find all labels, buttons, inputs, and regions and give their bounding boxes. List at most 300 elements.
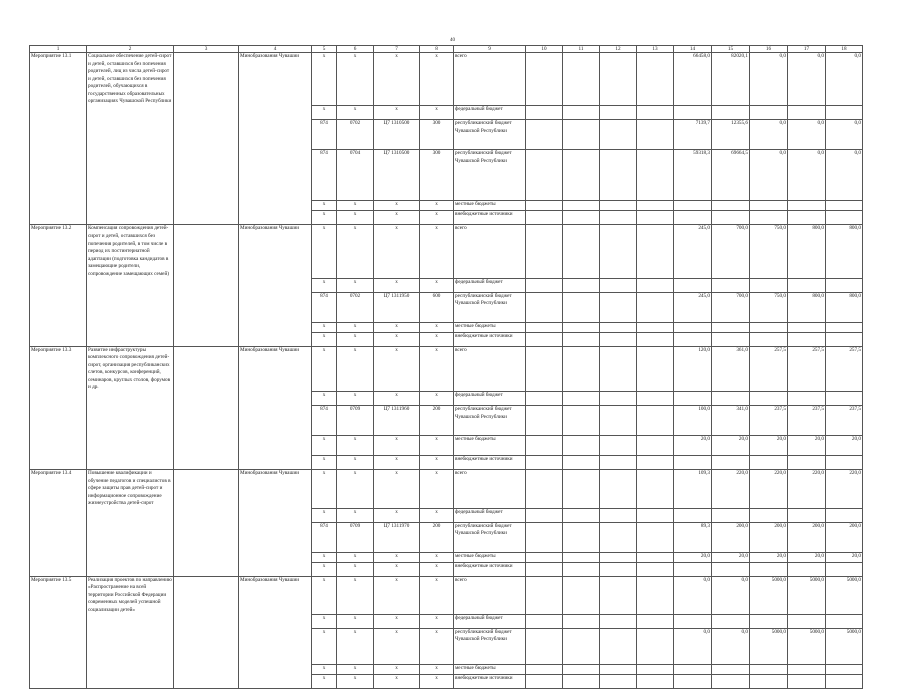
table-row [30,562,863,576]
empty-cell [174,406,239,436]
value-cell: 0,0 [712,628,750,664]
value-cell [750,664,788,674]
code-grbs-cell: 874 [312,150,337,201]
code-section-cell: 0709 [337,522,374,552]
empty-cell [563,664,600,674]
code-grbs-cell: х [312,436,337,456]
empty-cell [637,332,674,346]
table-row [30,150,863,201]
empty-cell [563,106,600,120]
empty-cell [600,211,637,225]
empty-cell [526,456,563,470]
value-cell: 0,0 [750,53,788,106]
funding-source-cell: местные бюджеты [454,322,526,332]
empty-cell [526,614,563,628]
value-cell: 750,0 [750,225,788,278]
empty-cell [563,628,600,664]
empty-cell [600,346,637,392]
measure-name-cell: Мероприятие 13.4 [30,470,87,508]
empty-cell [637,225,674,278]
value-cell: 200,0 [788,522,826,552]
table-row [30,106,863,120]
code-target-cell: х [374,614,420,628]
value-cell [750,278,788,292]
empty-cell [563,508,600,522]
value-cell [674,322,712,332]
measure-name-cell [30,674,87,688]
value-cell [826,674,863,688]
value-cell: 800,0 [826,225,863,278]
code-target-cell: Ц7 1310500 [374,150,420,201]
funding-source-cell: федеральный бюджет [454,614,526,628]
measure-name-cell [30,278,87,292]
value-cell: 220,0 [826,470,863,508]
measure-description-cell [87,120,174,150]
empty-cell [563,53,600,106]
measure-name-cell [30,332,87,346]
header-cell: 7 [374,46,420,53]
value-cell [712,201,750,211]
executor-cell [239,106,312,120]
executor-cell [239,322,312,332]
empty-cell [637,628,674,664]
funding-source-cell: федеральный бюджет [454,278,526,292]
empty-cell [174,508,239,522]
executor-cell [239,674,312,688]
executor-cell [239,150,312,201]
empty-cell [563,674,600,688]
empty-cell [174,150,239,201]
value-cell: 0,0 [788,150,826,201]
value-cell: 245,0 [674,292,712,322]
value-cell [750,332,788,346]
empty-cell [174,225,239,278]
funding-source-cell: федеральный бюджет [454,508,526,522]
funding-source-cell: всего [454,576,526,614]
code-expense-cell: х [420,332,454,346]
code-expense-cell: х [420,346,454,392]
measure-description-cell: Реализация проектов по направлению «Распространение на всей территории Российской Федерации современных моделей успешной социализации детей» [88,576,172,613]
code-target-cell: х [374,552,420,562]
value-cell: 5000,0 [750,576,788,614]
funding-source-cell: внебюджетные источники [454,562,526,576]
value-cell: 750,0 [750,292,788,322]
executor-cell [239,201,312,211]
code-grbs-cell: 874 [312,120,337,150]
empty-cell [563,522,600,552]
code-section-cell: х [337,576,374,614]
funding-source-cell: внебюджетные источники [454,674,526,688]
header-cell: 5 [312,46,337,53]
empty-cell [600,53,637,106]
value-cell: 200,0 [750,522,788,552]
value-cell: 0,0 [750,150,788,201]
empty-cell [600,664,637,674]
code-section-cell: х [337,201,374,211]
empty-cell [174,53,239,106]
value-cell [826,278,863,292]
empty-cell [526,292,563,322]
value-cell: 220,0 [750,470,788,508]
empty-cell [563,201,600,211]
executor-cell: Минобразования Чувашии [239,346,312,392]
empty-cell [174,436,239,456]
code-expense-cell: х [420,562,454,576]
measure-name-cell: Мероприятие 13.2 [30,225,87,278]
empty-cell [526,508,563,522]
header-cell: 3 [174,46,239,53]
value-cell: 82020,1 [712,53,750,106]
empty-cell [637,150,674,201]
value-cell [826,106,863,120]
code-target-cell: Ц7 1310500 [374,120,420,150]
empty-cell [563,278,600,292]
code-target-cell: х [374,201,420,211]
empty-cell [600,332,637,346]
executor-cell [239,211,312,225]
empty-cell [600,225,637,278]
code-target-cell: х [374,628,420,664]
empty-cell [526,120,563,150]
code-section-cell: х [337,508,374,522]
code-grbs-cell: х [312,346,337,392]
empty-cell [637,436,674,456]
value-cell: 59318,3 [674,150,712,201]
empty-cell [563,614,600,628]
value-cell: 20,0 [674,436,712,456]
value-cell [674,456,712,470]
empty-cell [563,470,600,508]
code-target-cell: х [374,674,420,688]
table-row [30,392,863,406]
value-cell [712,674,750,688]
empty-cell [600,456,637,470]
code-expense-cell: х [420,614,454,628]
empty-cell [526,552,563,562]
value-cell [826,201,863,211]
empty-cell [563,225,600,278]
empty-cell [174,576,239,614]
value-cell: 0,0 [674,576,712,614]
measure-name-cell [30,322,87,332]
financing-table [29,45,863,689]
code-section-cell: х [337,53,374,106]
empty-cell [563,211,600,225]
empty-cell [174,664,239,674]
code-target-cell: х [374,211,420,225]
executor-cell [239,628,312,664]
code-expense-cell: х [420,456,454,470]
executor-cell [239,522,312,552]
header-cell: 15 [712,46,750,53]
empty-cell [600,576,637,614]
empty-cell [563,332,600,346]
funding-source-cell: республиканский бюджет Чувашской Республики [454,406,526,436]
value-cell: 12355,6 [712,120,750,150]
measure-description-cell [87,278,174,292]
funding-source-cell: местные бюджеты [454,552,526,562]
funding-source-cell: местные бюджеты [454,436,526,456]
code-target-cell: х [374,456,420,470]
empty-cell [563,456,600,470]
empty-cell [526,150,563,201]
empty-cell [174,292,239,322]
table-row [30,292,863,322]
value-cell [788,562,826,576]
measure-name-cell [30,150,87,201]
value-cell [826,322,863,332]
code-grbs-cell: х [312,552,337,562]
empty-cell [637,562,674,576]
table-row [30,225,863,278]
value-cell: 237,5 [826,406,863,436]
table-row [30,436,863,456]
executor-cell [239,562,312,576]
empty-cell [526,346,563,392]
value-cell: 0,0 [712,576,750,614]
value-cell: 200,0 [712,522,750,552]
value-cell [750,106,788,120]
code-grbs-cell: х [312,576,337,614]
value-cell [826,614,863,628]
measure-name-cell [30,456,87,470]
measure-name-cell [30,436,87,456]
table-row [30,322,863,332]
empty-cell [174,522,239,552]
value-cell: 0,0 [674,628,712,664]
value-cell: 109,3 [674,470,712,508]
code-target-cell: х [374,576,420,614]
funding-source-cell: республиканский бюджет Чувашской Республики [454,150,526,201]
measure-description-cell [87,201,174,211]
code-target-cell: Ц7 1311960 [374,406,420,436]
code-section-cell: х [337,346,374,392]
empty-cell [174,674,239,688]
measure-name-cell [30,201,87,211]
value-cell [712,508,750,522]
measure-name-cell [30,292,87,322]
empty-cell [637,392,674,406]
code-section-cell: х [337,664,374,674]
empty-cell [600,522,637,552]
empty-cell [174,614,239,628]
empty-cell [174,278,239,292]
measure-description-cell [87,406,174,436]
value-cell [788,392,826,406]
code-section-cell: х [337,392,374,406]
table-row [30,576,863,614]
code-expense-cell: 300 [420,120,454,150]
value-cell: 257,5 [826,346,863,392]
code-target-cell: х [374,332,420,346]
value-cell [674,332,712,346]
funding-source-cell: республиканский бюджет Чувашской Республики [454,628,526,664]
executor-cell [239,664,312,674]
value-cell: 0,0 [788,53,826,106]
empty-cell [600,628,637,664]
table-row [30,120,863,150]
code-grbs-cell: 874 [312,292,337,322]
code-section-cell: х [337,562,374,576]
code-section-cell: х [337,278,374,292]
empty-cell [637,322,674,332]
header-cell: 8 [420,46,454,53]
empty-cell [174,120,239,150]
code-section-cell: 0702 [337,292,374,322]
code-grbs-cell: х [312,664,337,674]
funding-source-cell: местные бюджеты [454,201,526,211]
header-cell: 12 [600,46,637,53]
value-cell [750,322,788,332]
code-expense-cell: х [420,53,454,106]
value-cell: 700,0 [712,292,750,322]
empty-cell [174,346,239,392]
executor-cell [239,614,312,628]
measure-name-cell [30,120,87,150]
code-target-cell: х [374,392,420,406]
value-cell [712,456,750,470]
code-section-cell: х [337,332,374,346]
measure-description-cell [87,562,174,576]
code-expense-cell: х [420,225,454,278]
value-cell [750,392,788,406]
funding-source-cell: федеральный бюджет [454,106,526,120]
empty-cell [600,322,637,332]
code-section-cell: х [337,614,374,628]
header-cell: 2 [87,46,174,53]
header-cell: 14 [674,46,712,53]
empty-cell [637,201,674,211]
header-cell: 10 [526,46,563,53]
empty-cell [526,225,563,278]
empty-cell [174,211,239,225]
value-cell: 100,0 [674,406,712,436]
empty-cell [637,456,674,470]
measure-name-cell [30,106,87,120]
code-section-cell: х [337,628,374,664]
table-row [30,406,863,436]
table-row [30,332,863,346]
measure-description-cell [87,332,174,346]
value-cell [712,106,750,120]
value-cell [788,322,826,332]
measure-name-cell: Мероприятие 13.1 [30,53,87,106]
value-cell [674,614,712,628]
executor-cell [239,332,312,346]
code-grbs-cell: х [312,674,337,688]
value-cell [712,332,750,346]
value-cell [750,674,788,688]
header-cell: 11 [563,46,600,53]
empty-cell [600,552,637,562]
code-expense-cell: х [420,664,454,674]
empty-cell [600,508,637,522]
code-grbs-cell: х [312,508,337,522]
code-section-cell: х [337,456,374,470]
code-expense-cell: х [420,106,454,120]
empty-cell [637,211,674,225]
value-cell: 257,5 [788,346,826,392]
value-cell: 237,5 [788,406,826,436]
header-cell: 17 [788,46,826,53]
code-section-cell: х [337,225,374,278]
funding-source-cell: внебюджетные источники [454,211,526,225]
empty-cell [526,201,563,211]
code-section-cell: х [337,322,374,332]
value-cell [750,562,788,576]
measure-description-cell [87,614,174,628]
code-section-cell: х [337,211,374,225]
measure-description-cell: Компенсация сопровождения детей-сирот и детей, оставшихся без попечения родителей, в том числе в период их постинтернатной адаптации (подготовка кандидатов в замещающие родители, сопровождение замещающих семей) [87,225,174,278]
code-expense-cell: х [420,436,454,456]
measure-name-cell [30,406,87,436]
empty-cell [526,322,563,332]
value-cell: 5000,0 [788,628,826,664]
code-grbs-cell: 874 [312,522,337,552]
funding-source-cell: всего [454,225,526,278]
measure-name-cell [30,211,87,225]
empty-cell [174,332,239,346]
empty-cell [526,332,563,346]
empty-cell [563,562,600,576]
value-cell: 0,0 [750,120,788,150]
table-row [30,470,863,508]
executor-cell: Минобразования Чувашии [239,53,312,106]
code-expense-cell: 600 [420,292,454,322]
header-row [30,46,863,53]
empty-cell [526,392,563,406]
value-cell: 0,0 [826,53,863,106]
measure-name-cell [30,664,87,674]
funding-source-cell: внебюджетные источники [454,332,526,346]
value-cell [712,664,750,674]
measure-description-cell [87,628,174,664]
code-expense-cell: 200 [420,522,454,552]
measure-name-cell [30,552,87,562]
header-cell: 13 [637,46,674,53]
value-cell [788,674,826,688]
empty-cell [526,576,563,614]
measure-name-cell [30,522,87,552]
value-cell: 5000,0 [826,576,863,614]
code-section-cell: х [337,674,374,688]
empty-cell [637,508,674,522]
code-grbs-cell: х [312,106,337,120]
table-row [30,53,863,106]
code-grbs-cell: х [312,614,337,628]
empty-cell [600,436,637,456]
executor-cell: Минобразования Чувашии [239,470,312,508]
empty-cell [637,614,674,628]
value-cell: 7139,7 [674,120,712,150]
value-cell: 20,0 [788,436,826,456]
empty-cell [600,201,637,211]
value-cell: 800,0 [788,292,826,322]
measure-description-cell [87,322,174,332]
empty-cell [600,278,637,292]
measure-description-cell [87,292,174,322]
value-cell: 20,0 [750,552,788,562]
value-cell [750,201,788,211]
code-grbs-cell: х [312,392,337,406]
measure-name-cell [30,628,87,664]
empty-cell [526,53,563,106]
empty-cell [526,628,563,664]
code-grbs-cell: х [312,278,337,292]
code-expense-cell: 300 [420,150,454,201]
table-row [30,664,863,674]
empty-cell [637,406,674,436]
